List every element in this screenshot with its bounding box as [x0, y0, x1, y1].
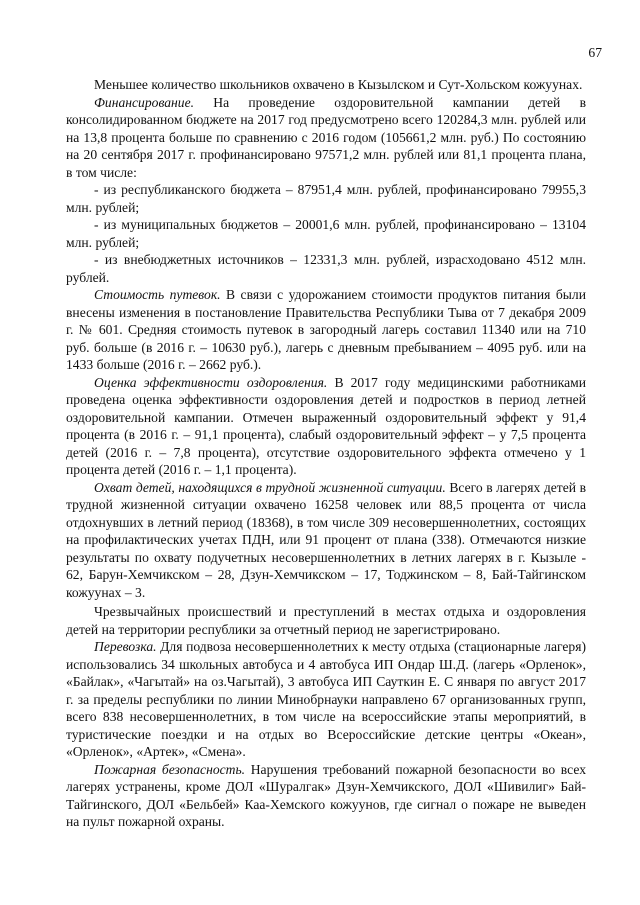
paragraph-text: На проведение оздоровительной кампании детей в консолидированном бюджете на 2017 год предусмотрено всего 120284,3 млн. рублей или на 13,8 процента больше по сравнению с 2016 годом (105661,2 млн. руб.) По состоянию на 20 сентября 2017 г. профинансировано 97571,2 млн. рублей или 81,1 процента плана, в том числе: — [66, 94, 586, 180]
paragraph-text: - из республиканского бюджета – 87951,4 млн. рублей, профинансировано 79955,3 млн. рублей; — [66, 182, 586, 215]
paragraph-text: Меньшее количество школьников охвачено в Кызылском и Сут-Хольском кожуунах. — [94, 77, 583, 92]
paragraph-financing — [66, 94, 586, 182]
section-heading-fire-safety: Пожарная безопасность. — [94, 761, 246, 777]
section-heading-financing: Финансирование. — [94, 94, 195, 110]
paragraph-health-effectiveness — [66, 374, 586, 479]
paragraph-text: Чрезвычайных происшествий и преступлений в местах отдыха и оздоровления детей на территории республики за отчетный период не зарегистрировано. — [66, 604, 586, 637]
paragraph-voucher-cost — [66, 286, 586, 374]
paragraph-fire-safety — [66, 761, 586, 831]
paragraph-schoolchildren-coverage — [66, 76, 586, 94]
paragraph-incidents — [66, 603, 586, 638]
paragraph-municipal-budgets — [66, 216, 586, 251]
paragraph-text: В связи с удорожанием стоимости продуктов питания были внесены изменения в постановление Правительства Республики Тыва от 7 декабря 2009 г. № 601. Средняя стоимость путевок в загородный лагерь составил 11340 или на 710 руб. больше (в 2016 г. – 10630 руб.), лагерь с дневным пребыванием – 4095 руб. или на 1433 больше (2016 г. – 2662 руб.). — [66, 287, 586, 372]
section-heading-transportation: Перевозка. — [94, 639, 157, 654]
paragraph-text: Для подвоза несовершеннолетних к месту отдыха (стационарные лагеря) использовались 34 школьных автобуса и 4 автобуса ИП Ондар Ш.Д. (лагерь «Орленок», «Байлак», «Чагытай» на оз.Чагытай), 3 автобуса ИП Сауткин Е. С января по август 2017 г. за пределы республики по линии Минобрнауки направлено 67 организованных групп, всего 838 несовершеннолетних, в том числе на всероссийские этапы мероприятий, в туристические поездки и на отдых во Всероссийские детские центры «Океан», «Орленок», «Артек», «Смена». — [66, 639, 586, 759]
document-body — [66, 76, 586, 831]
paragraph-text: - из муниципальных бюджетов – 20001,6 млн. рублей, профинансировано – 13104 млн. рублей; — [66, 217, 586, 250]
paragraph-republican-budget — [66, 181, 586, 216]
paragraph-text: Всего в лагерях детей в трудной жизненной ситуации охвачено 16258 человек или 88,5 процента от числа отдохнувших в летний период (18368), в том числе 309 несовершеннолетних, состоящих на профилактических учетах ПДН, или 91 процент от плана (338). Отмечаются низкие результаты по охвату подучетных несовершеннолетних в летних лагерях в г. Кызыле - 62, Барун-Хемчикском – 28, Дзун-Хемчикском – 17, Тоджинском – 8, Бай-Тайгинском кожуунах – 3. — [66, 479, 586, 600]
paragraph-transportation — [66, 638, 586, 761]
paragraph-extrabudgetary-sources — [66, 251, 586, 286]
paragraph-text: В 2017 году медицинскими работниками проведена оценка эффективности оздоровления детей и подростков в период летней оздоровительной кампании. Отмечен выраженный оздоровительный эффект у 91,4 процента (в 2016 г. – 91,1 процента), слабый оздоровительный эффект – у 7,5 процента детей (2016 г. – 7,8 процента), отсутствие оздоровительного эффекта отмечено у 1 процента детей (2016 г. – 1,1 процента). — [66, 374, 587, 477]
section-heading-health-effectiveness: Оценка эффективности оздоровления. — [94, 374, 328, 390]
paragraph-text: Нарушения требований пожарной безопасности во всех лагерях устранены, кроме ДОЛ «Шуралгак» Дзун-Хемчикского, ДОЛ «Шивилиг» Бай-Тайгинского, ДОЛ «Бельбей» Каа-Хемского кожуунов, где сигнал о пожаре не выведен на пульт пожарной охраны. — [66, 761, 586, 829]
paragraph-text: - из внебюджетных источников – 12331,3 млн. рублей, израсходовано 4512 млн. рублей. — [66, 252, 586, 285]
section-heading-difficult-situation: Охват детей, находящихся в трудной жизненной ситуации. — [94, 479, 446, 495]
section-heading-voucher-cost: Стоимость путевок. — [94, 287, 221, 302]
paragraph-difficult-situation-coverage — [66, 479, 586, 602]
page-number: 67 — [588, 45, 602, 60]
